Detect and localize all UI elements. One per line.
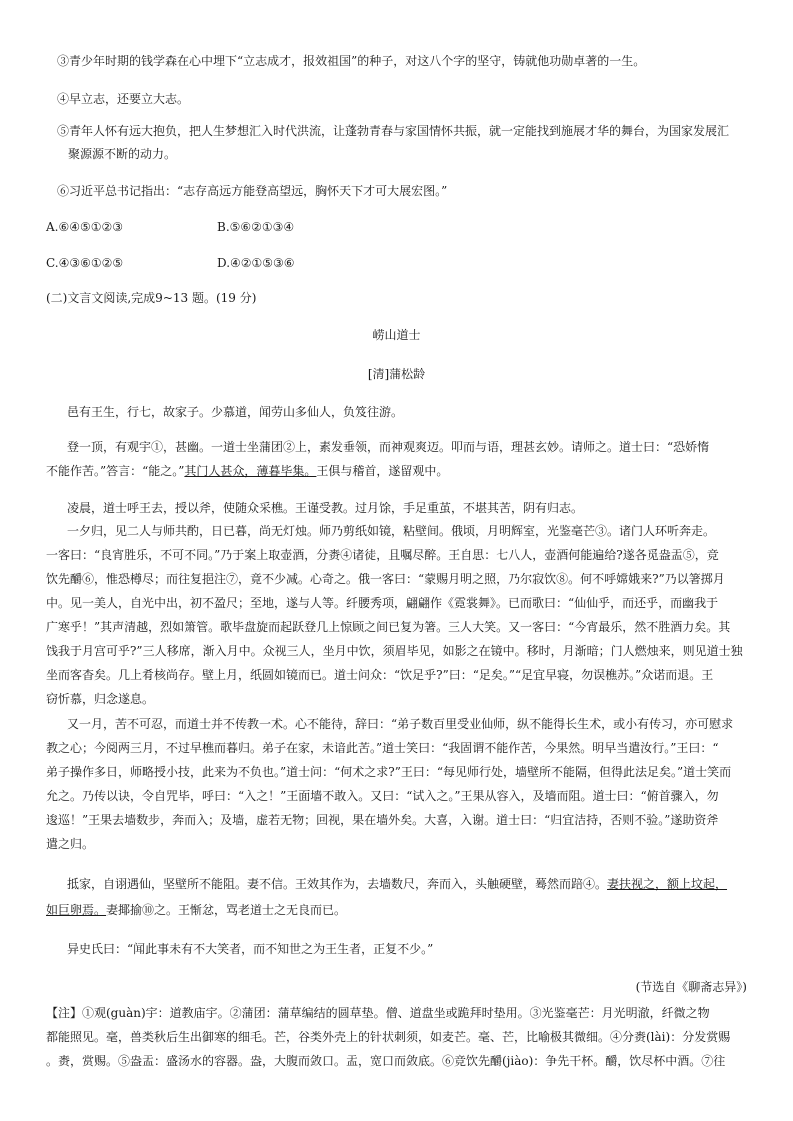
paragraph-2-line-1: 登一顶，有观宇①，甚幽。一道士坐蒲团②上，素发垂领，而神观爽迈。叩而与语，理甚玄妙。请师之。道士曰：“恐娇惰 [67,440,710,454]
article-author: [清]蒲松龄 [367,367,426,381]
paragraph-4-line-2: 一客曰：“良宵胜乐，不可不同。”乃于案上取壶酒，分赉④诸徒，且嘱尽醉。王自思：七八人，壶酒何能遍给?遂各觅盎盂⑤，竞 [46,548,719,562]
paragraph-1: 邑有王生，行七，故家子。少慕道，闻劳山多仙人，负笈往游。 [67,405,404,419]
paragraph-5-line-3: 弟子操作多日，师略授小技，此来为不负也。”道士问：“何术之求?”王曰：“每见师行处，墙壁所不能隔，但得此法足矣。”道士笑而 [46,765,732,779]
option-a: A.⑥④⑤①②③ [46,220,124,234]
article-title: 崂山道士 [372,328,421,342]
section-heading: (二)文言文阅读,完成9~13 题。(19 分) [46,291,257,305]
underlined-sentence-1: 其门人甚众，薄暮毕集。 [184,464,317,478]
paragraph-7: 异史氏曰：“闻此事未有不大笑者，而不知世之为王生者，正复不少。” [67,942,434,956]
option-d: D.④②①⑤③⑥ [217,256,295,270]
paragraph-4-line-8: 窃忻慕，归念遂息。 [46,692,155,706]
paragraph-6-line-1: 抵家，自诩遇仙，坚壁所不能阻。妻不信。王效其作为，去墙数尺，奔而入，头触硬壁，蓦然而踣④。妻扶视之，额上坟起， [67,877,728,891]
underlined-sentence-2: 妻扶视之，额上坟起， [607,877,728,891]
paragraph-6-line-2: 如巨卵焉。妻揶揄⑩之。王惭忿，骂老道士之无良而已。 [46,903,347,917]
paragraph-4-line-5: 广寒乎！”其声清越，烈如箫管。歌毕盘旋而起跃登几上惊顾之间已复为箸。三人大笑。又一客曰：“今宵最乐，然不胜酒力矣。其 [46,620,731,634]
paragraph-4-line-6: 饯我于月宫可乎?”三人移席，渐入月中。众视三人，坐月中饮，须眉毕见，如影之在镜中。移时，月渐暗；门人燃烛来，则见道士独 [46,644,743,658]
paragraph-5-line-2: 教之心；今阅两三月，不过早樵而暮归。弟子在家，未谙此苦。”道士笑曰：“我固谓不能作苦，今果然。明早当遣汝行。”王曰：“ [46,741,719,755]
paragraph-4-line-4: 中。见一美人，自光中出，初不盈尺；至地，遂与人等。纤腰秀项，翩翩作《霓裳舞》。已而歌曰：“仙仙乎，而还乎，而幽我于 [46,596,719,610]
paragraph-4-line-3: 饮先釂⑥，惟恐樽尽；而往复挹注⑦，竟不少减。心奇之。俄一客曰：“蒙赐月明之照，乃尔寂饮⑧。何不呼嫦娥来?”乃以箸掷月 [46,572,725,586]
question-item-5-cont: 聚源源不断的动力。 [68,147,177,161]
question-item-3: ③青少年时期的钱学森在心中埋下“立志成才，报效祖国”的种子，对这八个字的坚守，铸就他功勋卓著的一生。 [57,54,646,68]
paragraph-5-line-5: 逡巡！”王果去墙数步，奔而入；及墙，虚若无物；回视，果在墙外矣。大喜，入谢。道士曰：“归宜洁持，否则不验。”遂助资斧 [46,813,719,827]
question-item-5: ⑤青年人怀有远大抱负，把人生梦想汇入时代洪流，让蓬勃青春与家国情怀共振，就一定能找到施展才华的舞台，为国家发展汇 [57,124,730,138]
question-item-4: ④早立志，还要立大志。 [57,92,190,106]
notes-line-1: 【注】①观(guàn)宇：道教庙宇。②蒲团：蒲草编结的圆草垫。僧、道盘坐或跪拜时垫用。③光鉴毫芒：月光明澈，纤微之物 [46,1006,710,1020]
option-c: C.④③⑥①②⑤ [46,256,124,270]
paragraph-5-line-6: 遣之归。 [46,837,95,851]
notes-line-3: 。赉，赏赐。⑤盎盂：盛汤水的容器。盎，大腹而敛口。盂，宽口而敛底。⑥竞饮先釂(jiào)：争先干杯。釂，饮尽杯中酒。⑦往 [46,1054,726,1068]
paragraph-5-line-1: 又一月，苦不可忍，而道士并不传教一术。心不能待，辞曰：“弟子数百里受业仙师，纵不能得长生术，或小有传习，亦可慰求 [67,717,734,731]
paragraph-4-line-1: 一夕归，见二人与师共酌，日已暮，尚无灯烛。师乃剪纸如镜，粘壁间。俄顷，月明辉室，光鉴毫芒③。诸门人环听奔走。 [67,524,716,538]
underlined-sentence-2-cont: 如巨卵焉。 [46,903,107,917]
notes-line-2: 都能照见。毫，兽类秋后生出御寒的细毛。芒，谷类外壳上的针状刺须，如麦芒。毫、芒，比喻极其微细。④分赉(lài)：分发赏赐 [46,1030,731,1044]
source-note: (节选自《聊斋志异》) [635,980,747,994]
paragraph-4-line-7: 坐而客杳矣。几上肴核尚存。壁上月，纸圆如镜而已。道士问众：“饮足乎?”曰：“足矣。”“足宜早寝，勿误樵苏。”众诺而退。王 [46,668,714,682]
option-b: B.⑤⑥②①③④ [217,220,295,234]
paragraph-2-line-2: 不能作苦。”答言：“能之。”其门人甚众，薄暮毕集。王俱与稽首，遂留观中。 [46,464,449,478]
paragraph-3: 凌晨，道士呼王去，授以斧，使随众采樵。王谨受教。过月馀，手足重茧，不堪其苦，阴有归志。 [67,501,584,515]
paragraph-5-line-4: 允之。乃传以诀，令自咒毕，呼曰：“入之！”王面墙不敢入。又曰：“试入之。”王果从容入，及墙而阻。道士曰：“俯首骤入，勿 [46,789,719,803]
question-item-6: ⑥习近平总书记指出：“志存高远方能登高望远，胸怀天下才可大展宏图。” [57,184,448,198]
